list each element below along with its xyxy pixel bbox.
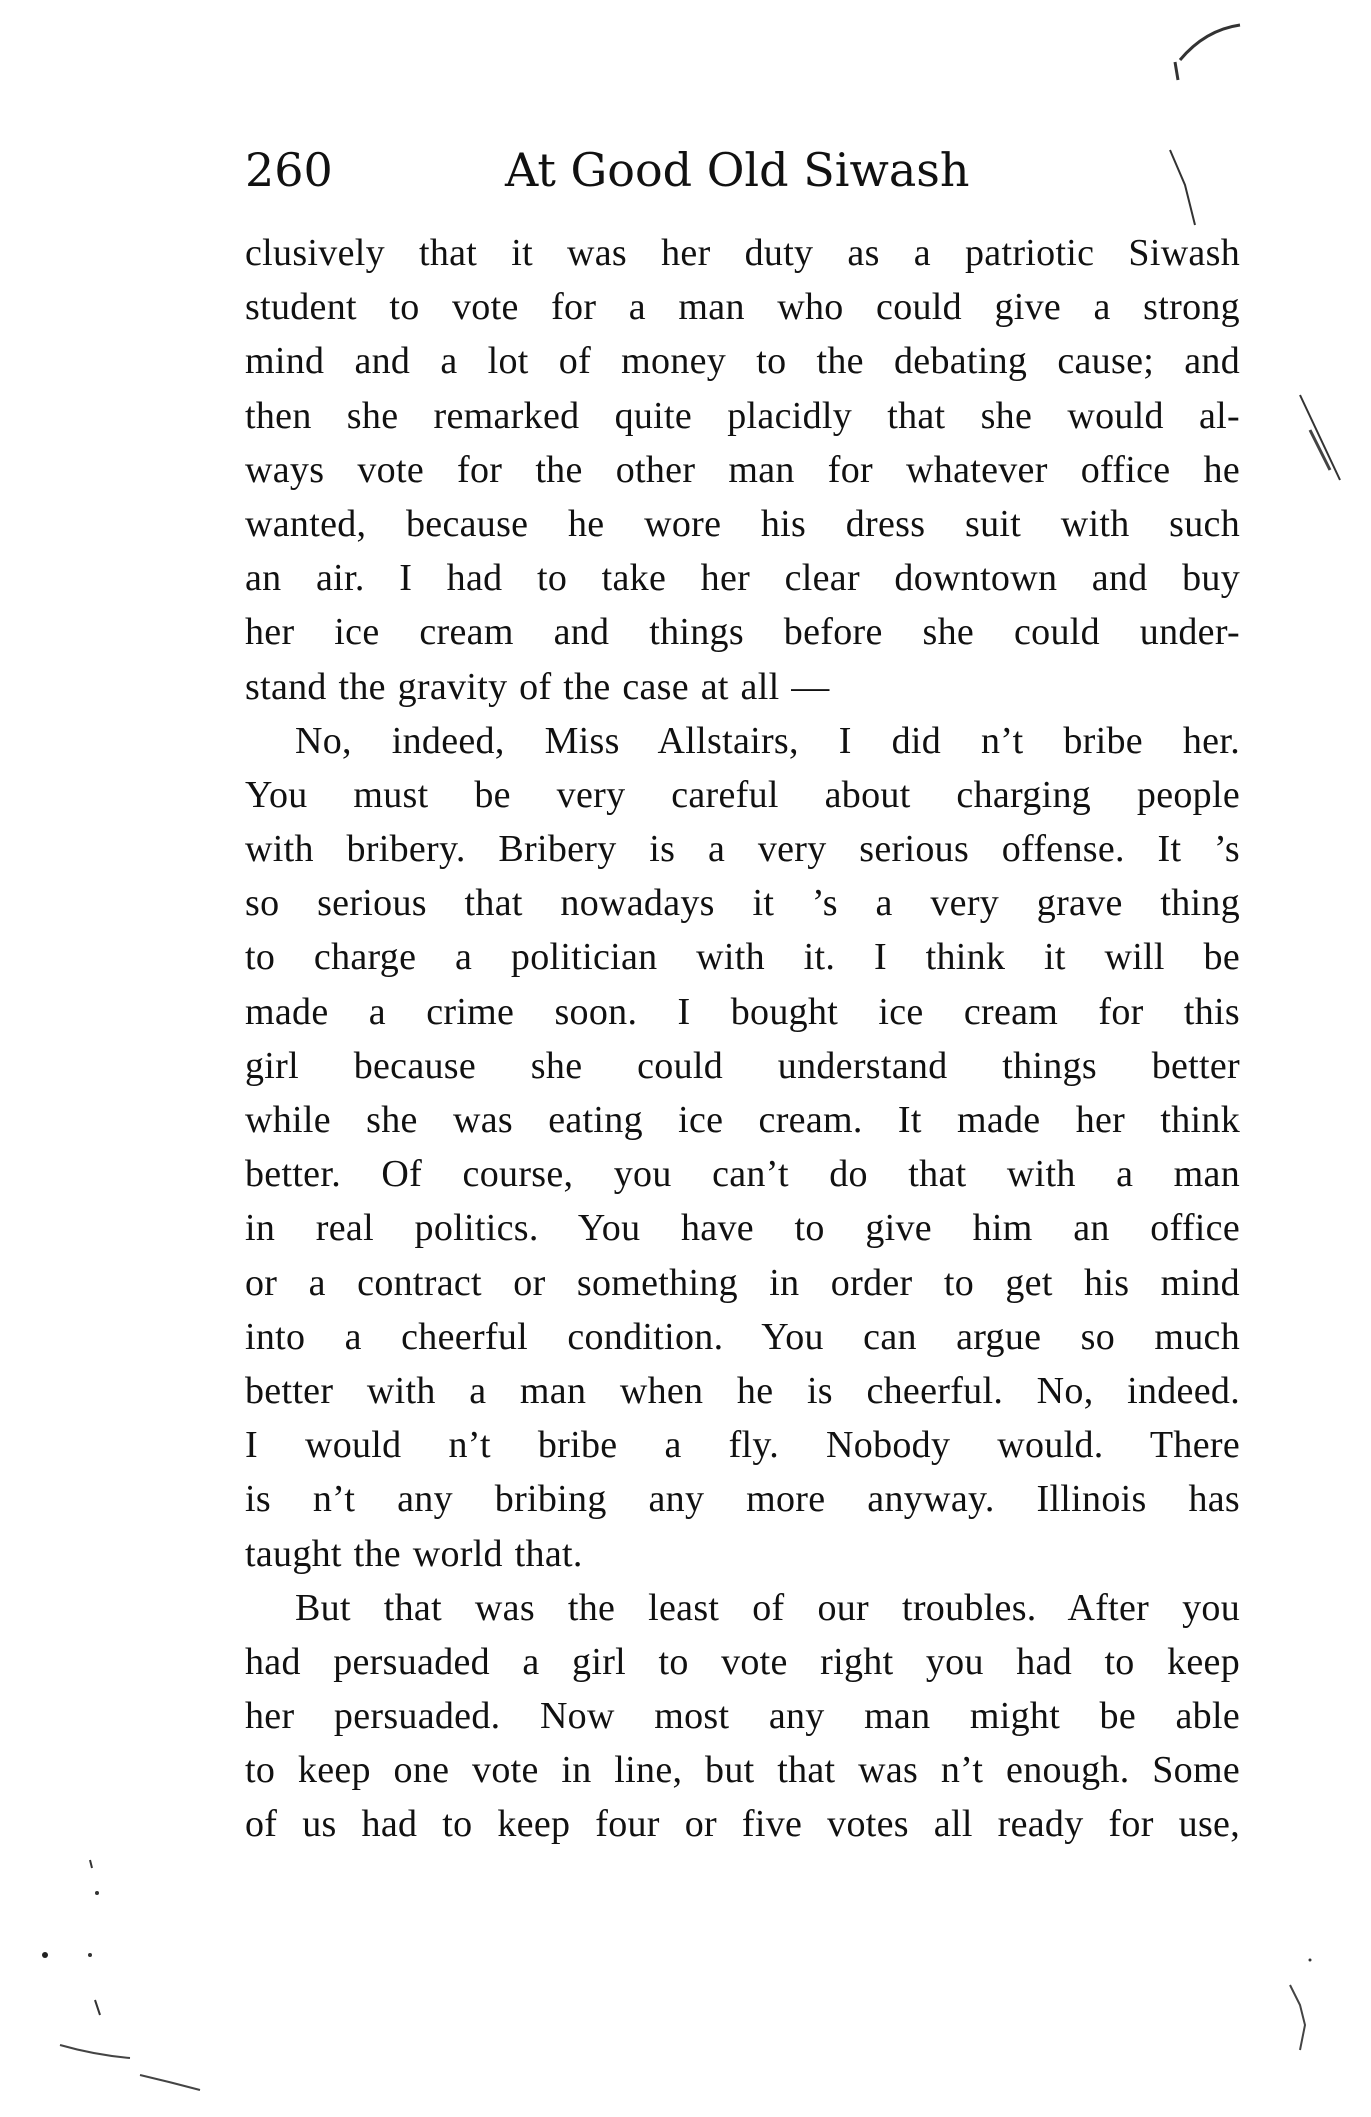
text-line: student to vote for a man who could give a strong [245, 286, 1240, 329]
text-line: then she remarked quite placidly that she would al- [245, 394, 1240, 437]
text-line: clusively that it was her duty as a patriotic Siwash [245, 232, 1240, 274]
text-line: so serious that nowadays it ’s a very grave thing [245, 882, 1240, 925]
text-line: an air. I had to take her clear downtown and buy [245, 557, 1240, 600]
text-line: into a cheerful condition. You can argue so much [245, 1315, 1240, 1358]
text-line: her persuaded. Now most any man might be able [245, 1695, 1240, 1738]
paragraph-first-line: No, indeed, Miss Allstairs, I did n’t bribe her. [295, 719, 1240, 762]
text-line: to keep one vote in line, but that was n’t enough. Some [245, 1749, 1240, 1792]
text-line: to charge a politician with it. I think it will be [245, 936, 1240, 979]
text-line: mind and a lot of money to the debating cause; and [245, 340, 1240, 383]
running-head [245, 140, 995, 200]
text-line: You must be very careful about charging people [245, 773, 1240, 816]
text-line: wanted, because he wore his dress suit with such [245, 502, 1240, 545]
text-line: of us had to keep four or five votes all ready for use, [245, 1803, 1240, 1846]
text-line: girl because she could understand things better [245, 1044, 1240, 1087]
text-line: better with a man when he is cheerful. No, indeed. [245, 1369, 1240, 1412]
text-line: with bribery. Bribery is a very serious offense. It ’s [245, 828, 1240, 871]
text-line: made a crime soon. I bought ice cream for this [245, 990, 1240, 1033]
body-text [245, 226, 1240, 1852]
text-line: while she was eating ice cream. It made her think [245, 1099, 1240, 1141]
text-line: better. Of course, you can’t do that with a man [245, 1153, 1240, 1196]
text-line: I would n’t bribe a fly. Nobody would. There [245, 1424, 1240, 1467]
text-line: had persuaded a girl to vote right you had to keep [245, 1640, 1240, 1683]
text-line: stand the gravity of the case at all — [245, 665, 830, 708]
text-line: is n’t any bribing any more anyway. Illinois has [245, 1478, 1240, 1521]
text-line: in real politics. You have to give him an office [245, 1207, 1240, 1250]
text-line: her ice cream and things before she could under- [245, 611, 1240, 654]
text-line: or a contract or something in order to get his mind [245, 1261, 1240, 1304]
text-line: ways vote for the other man for whatever office he [245, 448, 1240, 491]
running-title: At Good Old Siwash [505, 143, 970, 197]
text-line: taught the world that. [245, 1532, 583, 1575]
paragraph-first-line: But that was the least of our troubles. After you [295, 1586, 1240, 1629]
page-number: 260 [245, 143, 333, 197]
